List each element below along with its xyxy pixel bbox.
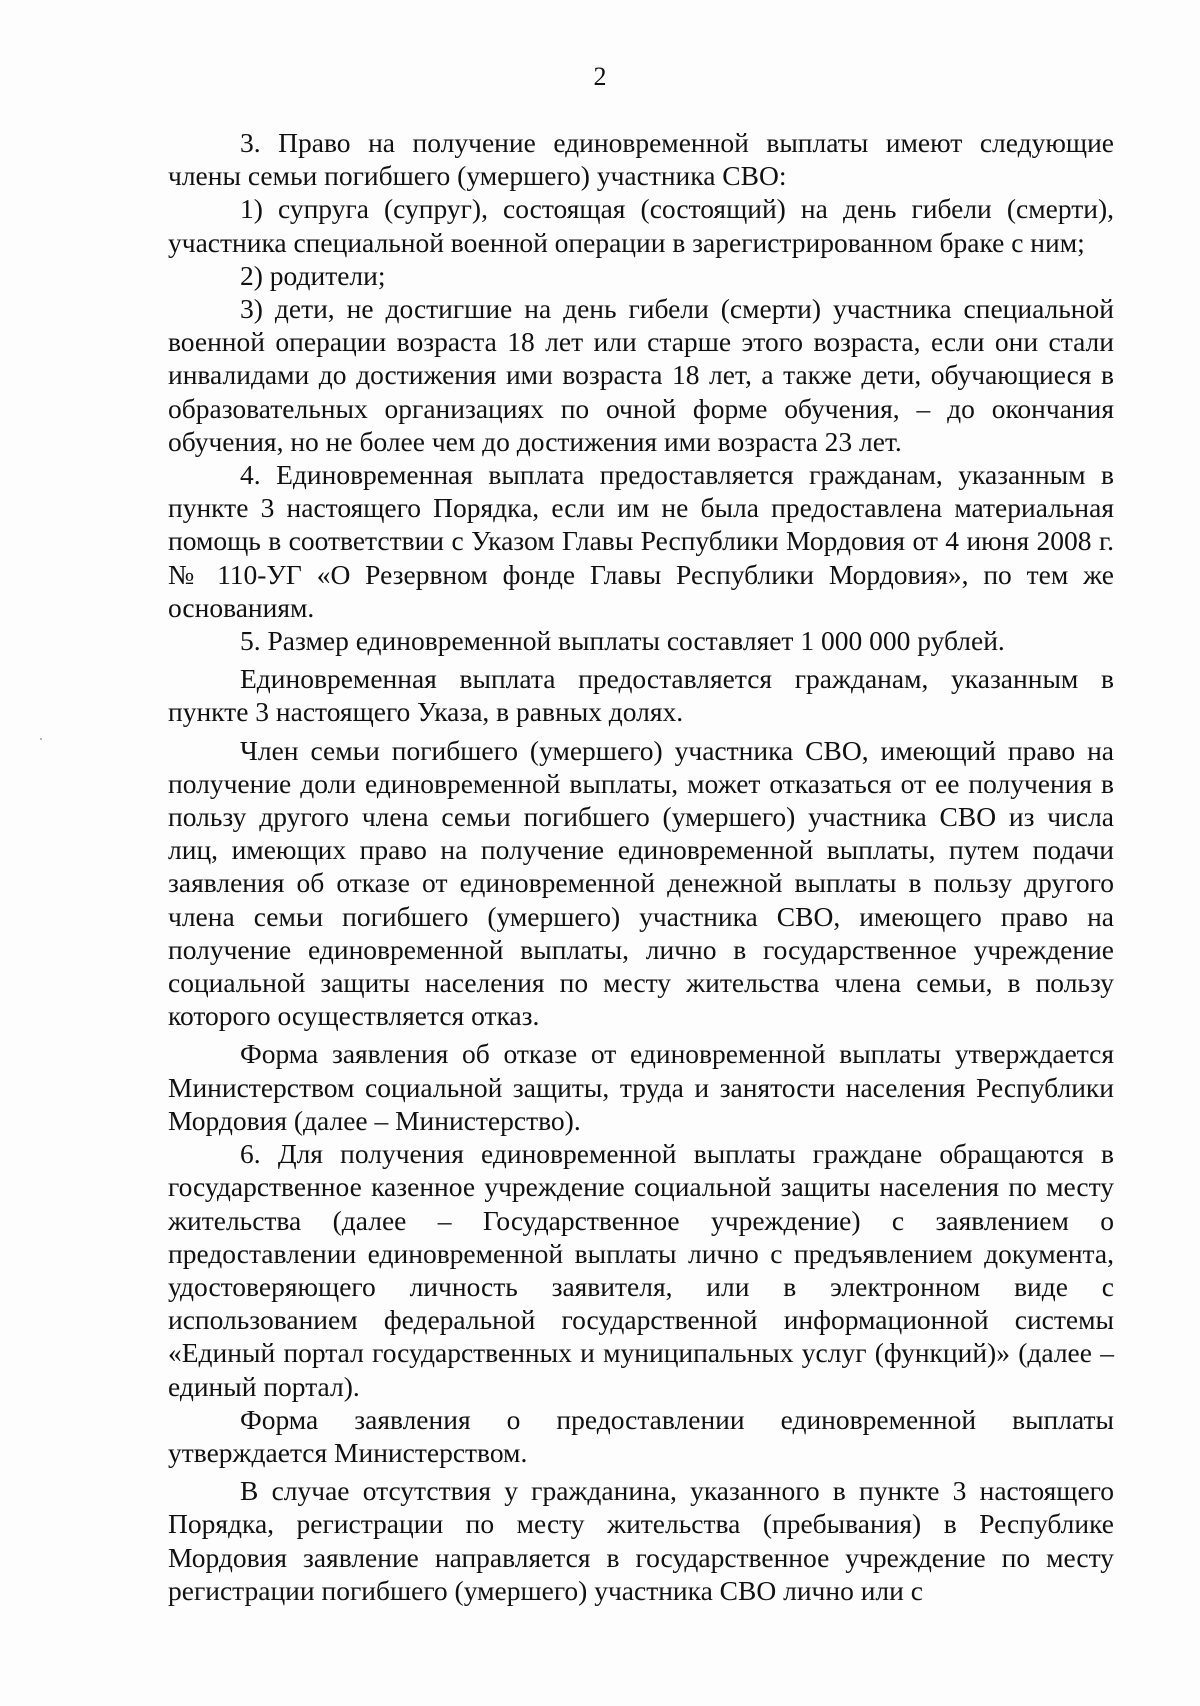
- paragraph-item-3: 3. Право на получение единовременной выплаты имеют следующие члены семьи погибшего (умершего) участника СВО:: [168, 127, 1114, 192]
- paragraph-refusal-form: Форма заявления об отказе от единовременной выплаты утверждается Министерством социальной защиты, труда и занятости населения Республики Мордовия (далее – Министерство).: [168, 1038, 1114, 1136]
- paragraph-refusal-right: Член семьи погибшего (умершего) участника СВО, имеющий право на получение доли единовременной выплаты, может отказаться от ее получения в пользу другого члена семьи погибшего (умершего) участника СВО из числа лиц, имеющих право на получение единовременной выплаты, путем подачи заявления об отказе от единовременной денежной выплаты в пользу другого члена семьи погибшего (умершего) участника СВО, имеющего право на получение единовременной выплаты, лично в государственное учреждение социальной защиты населения по месту жительства члена семьи, в пользу которого осуществляется отказ.: [168, 734, 1114, 1032]
- paragraph-subitem-3-children: 3) дети, не достигшие на день гибели (смерти) участника специальной военной операции возраста 18 лет или старше этого возраста, если они стали инвалидами до достижения ими возраста 18 лет, а также дети, обучающиеся в образовательных организациях по очной форме обучения, – до окончания обучения, но не более чем до достижения ими возраста 23 лет.: [168, 293, 1114, 457]
- paragraph-item-5: 5. Размер единовременной выплаты составляет 1 000 000 рублей.: [240, 625, 1005, 657]
- paragraph-item-4: 4. Единовременная выплата предоставляется гражданам, указанным в пункте 3 настоящего Порядка, если им не была предоставлена материальная помощь в соответствии с Указом Главы Республики Мордовия от 4 июня 2008 г. № 110-УГ «О Резервном фонде Главы Республики Мордовия», по тем же основаниям.: [168, 459, 1114, 623]
- paragraph-item-6: 6. Для получения единовременной выплаты граждане обращаются в государственное казенное учреждение социальной защиты населения по месту жительства (далее – Государственное учреждение) с заявлением о предоставлении единовременной выплаты лично с предъявлением документа, удостоверяющего личность заявителя, или в электронном виде с использованием федеральной государственной информационной системы «Единый портал государственных и муниципальных услуг (функций)» (далее – единый портал).: [168, 1138, 1114, 1402]
- scan-speck: [40, 738, 42, 740]
- document-body: [168, 126, 1114, 1607]
- paragraph-application-form: Форма заявления о предоставлении единовременной выплаты утверждается Министерством.: [168, 1403, 1114, 1468]
- paragraph-equal-shares: Единовременная выплата предоставляется гражданам, указанным в пункте 3 настоящего Указа, в равных долях.: [168, 663, 1114, 728]
- paragraph-no-registration: В случае отсутствия у гражданина, указанного в пункте 3 настоящего Порядка, регистрации по месту жительства (пребывания) в Республике Мордовия заявление направляется в государственное учреждение по месту регистрации погибшего (умершего) участника СВО лично или с: [168, 1475, 1114, 1606]
- paragraph-subitem-2-parents: 2) родители;: [240, 259, 386, 291]
- page-number: 2: [593, 62, 607, 91]
- paragraph-subitem-1-spouse: 1) супруга (супруг), состоящая (состоящий) на день гибели (смерти), участника специальной военной операции в зарегистрированном браке с ним;: [168, 193, 1114, 258]
